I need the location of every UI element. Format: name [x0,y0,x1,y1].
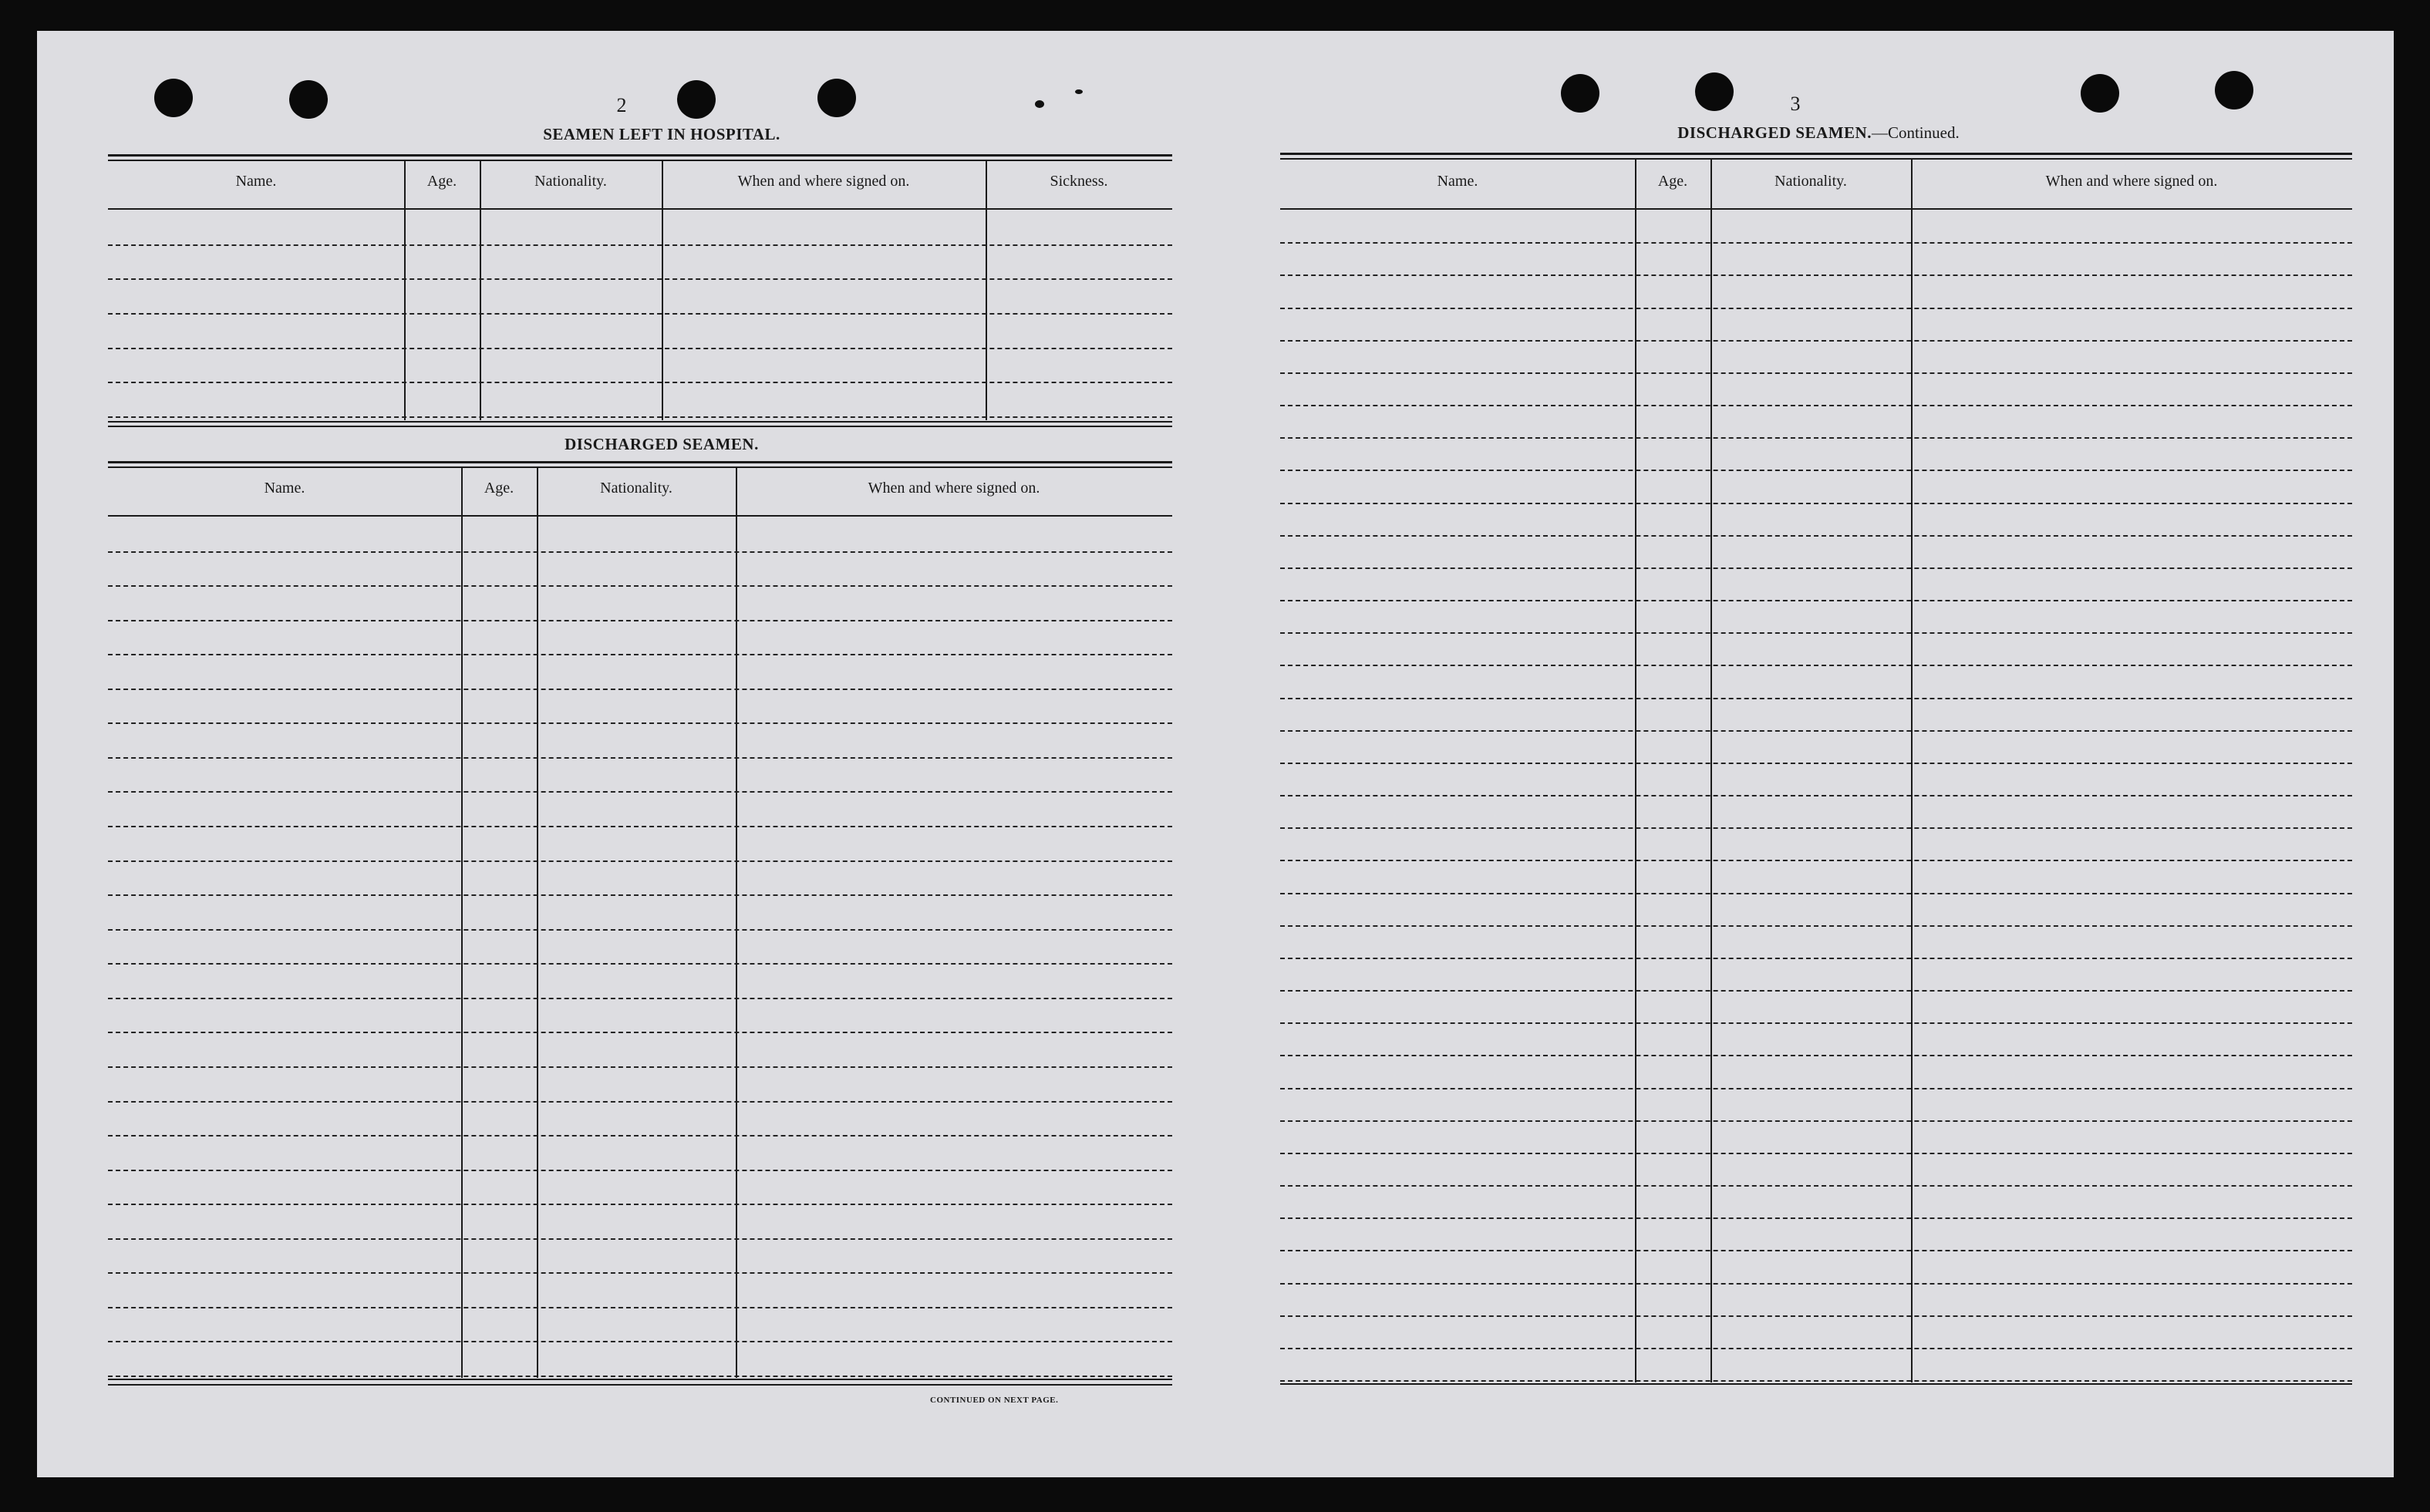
ruled-row-line [108,1170,1172,1171]
punch-hole [154,79,193,117]
ruled-row-line [108,654,1172,655]
hospital-header-name: Name. [235,173,277,190]
continued-col-divider [1710,160,1712,1382]
hospital-top-rule [108,154,1172,157]
continued-header-age: Age. [1657,173,1688,190]
discharged-header-rule [108,515,1172,517]
punch-hole [289,80,328,119]
ruled-row-line [1280,1250,2352,1251]
continued-top-rule [1280,153,2352,155]
ruled-row-line [108,585,1172,587]
hospital-header-nationality: Nationality. [534,173,607,190]
hospital-header-sickness: Sickness. [1050,173,1108,190]
discharged-header-age: Age. [484,480,514,497]
ruled-row-line [108,1307,1172,1308]
discharged-top-rule [108,461,1172,463]
ruled-row-line [108,382,1172,383]
ruled-row-line [108,1341,1172,1342]
ruled-row-line [1280,990,2352,992]
ruled-row-line [108,929,1172,931]
continued-col-divider [1635,160,1636,1382]
hospital-top-rule [108,160,1172,161]
ruled-row-line [1280,893,2352,894]
ruled-row-line [108,1272,1172,1274]
ruled-row-line [1280,1348,2352,1349]
discharged-bottom-rule [108,1384,1172,1386]
ruled-row-line [1280,535,2352,537]
ruled-row-line [108,1204,1172,1205]
ruled-row-line [1280,925,2352,927]
punch-hole [817,79,856,117]
ruled-row-line [1280,958,2352,959]
discharged-col-divider [461,468,463,1378]
continued-header-nationality: Nationality. [1774,173,1847,190]
ruled-row-line [108,860,1172,862]
ruled-row-line [108,1101,1172,1103]
continued-section-title-main: DISCHARGED SEAMEN. [1677,123,1872,142]
ruled-row-line [108,278,1172,280]
continued-header-rule [1280,208,2352,210]
punch-hole [1695,72,1734,111]
ruled-row-line [108,1135,1172,1137]
discharged-col-divider [736,468,737,1378]
ruled-row-line [1280,405,2352,406]
hospital-section-title: SEAMEN LEFT IN HOSPITAL. [543,125,780,143]
ruled-row-line [1280,665,2352,666]
discharged-col-divider [537,468,538,1378]
discharged-section-title: DISCHARGED SEAMEN. [565,435,759,453]
continued-top-rule [1280,158,2352,160]
ruled-row-line [108,1032,1172,1033]
ruled-row-line [108,689,1172,690]
punch-hole [677,80,716,119]
ruled-row-line [1280,1120,2352,1122]
ruled-row-line [1280,1185,2352,1187]
ruled-row-line [1280,763,2352,764]
discharged-header-nationality: Nationality. [600,480,672,497]
page-number-right: 3 [1790,93,1801,115]
hospital-bottom-rule [108,421,1172,423]
ruled-row-line [1280,730,2352,732]
ruled-row-line [1280,470,2352,471]
ruled-row-line [108,757,1172,759]
ruled-row-line [108,551,1172,553]
ink-speck [1075,89,1083,94]
continued-bottom-rule [1280,1383,2352,1385]
punch-hole [2081,74,2119,113]
ruled-row-line [108,416,1172,418]
document-sheet [37,31,2394,1477]
ruled-row-line [1280,567,2352,569]
continued-header-signed-on: When and where signed on. [2045,173,2218,190]
continued-section-title-suffix: —Continued. [1871,123,1960,142]
ruled-row-line [1280,372,2352,374]
ruled-row-line [1280,1283,2352,1285]
continued-section-title [1549,123,2088,143]
ruled-row-line [1280,1217,2352,1219]
ruled-row-line [1280,632,2352,634]
ruled-row-line [108,244,1172,246]
continued-footer: CONTINUED ON NEXT PAGE. [930,1396,1059,1405]
hospital-header-age: Age. [426,173,457,190]
ruled-row-line [1280,698,2352,699]
page-number-left: 2 [616,94,627,116]
ruled-row-line [1280,437,2352,439]
ruled-row-line [108,348,1172,349]
discharged-bottom-rule [108,1379,1172,1380]
discharged-header-name: Name. [264,480,305,497]
ruled-row-line [1280,242,2352,244]
ruled-row-line [108,894,1172,896]
ruled-row-line [1280,308,2352,309]
ruled-row-line [108,998,1172,999]
ruled-row-line [1280,860,2352,861]
ruled-row-line [108,826,1172,827]
ruled-row-line [1280,340,2352,342]
continued-header-name: Name. [1437,173,1478,190]
ruled-row-line [1280,1088,2352,1089]
ruled-row-line [1280,1022,2352,1024]
ink-speck [1035,100,1044,108]
ruled-row-line [1280,503,2352,504]
punch-hole [1561,74,1599,113]
ruled-row-line [1280,827,2352,829]
hospital-header-signed-on: When and where signed on. [737,173,910,190]
ruled-row-line [108,620,1172,621]
ruled-row-line [108,791,1172,793]
ruled-row-line [1280,795,2352,796]
ruled-row-line [108,722,1172,724]
ruled-row-line [108,1376,1172,1377]
ruled-row-line [1280,1055,2352,1056]
hospital-header-rule [108,208,1172,210]
ruled-row-line [108,963,1172,965]
hospital-bottom-rule [108,426,1172,427]
ruled-row-line [108,313,1172,315]
ruled-row-line [1280,1315,2352,1317]
punch-hole [2215,71,2253,109]
ruled-row-line [1280,1153,2352,1154]
ruled-row-line [1280,1380,2352,1382]
ruled-row-line [108,1238,1172,1240]
ruled-row-line [1280,274,2352,276]
continued-col-divider [1911,160,1913,1382]
discharged-top-rule [108,466,1172,468]
ruled-row-line [108,1066,1172,1068]
discharged-header-signed-on: When and where signed on. [868,480,1040,497]
ruled-row-line [1280,600,2352,601]
